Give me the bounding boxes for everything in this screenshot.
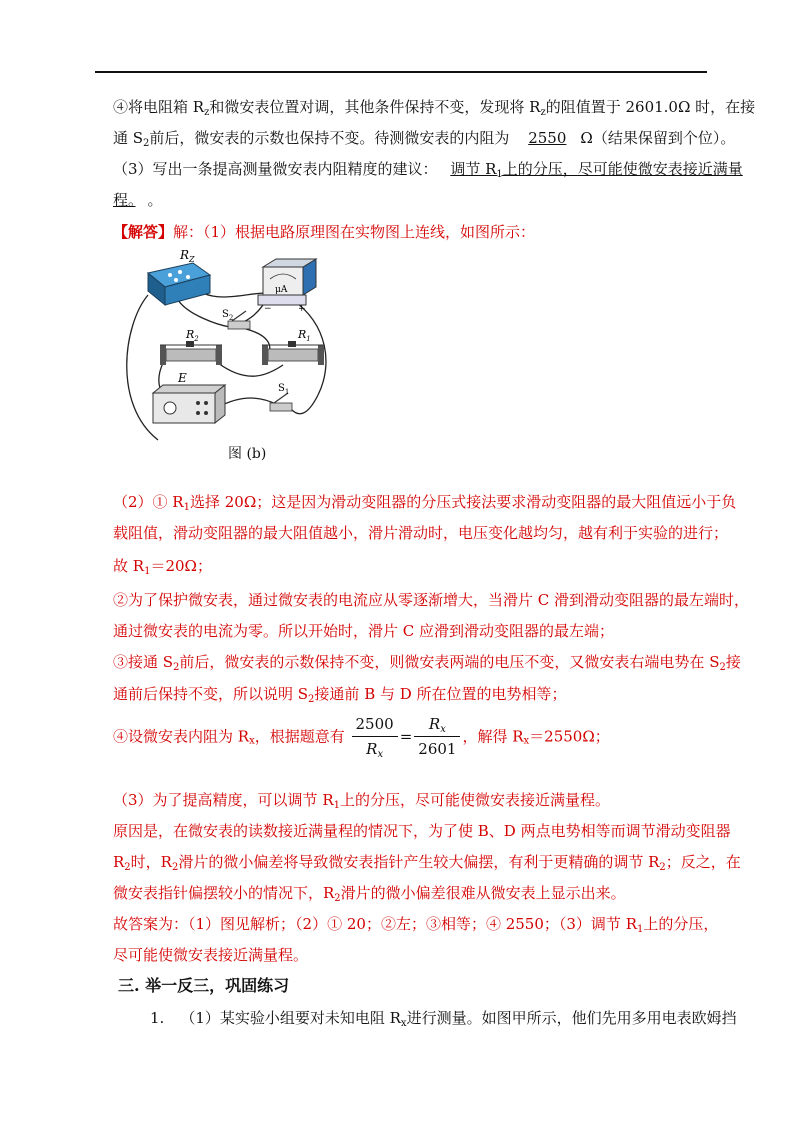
s2-line7: 通前后保持不变，所以说明 $S_2$接通前 B 与 D 所在位置的电势相等； [113,685,567,705]
answer-blank-resistance: 2550 [528,129,567,147]
microammeter-label: μA [275,285,288,295]
figure-caption: 图 (b) [228,446,267,462]
s2-line2: 载阻值，滑动变阻器的最大阻值越小，滑片滑动时，电压变化越均匀，越有利于实验的进行； [113,524,729,542]
s2-line4: ②为了保护微安表，通过微安表的电流应从零逐渐增大，当滑片 C 滑到滑动变阻器的最左端时， [113,591,750,609]
s2-line1: （2）① $R_1$选择 20Ω；这是因为滑动变阻器的分压式接法要求滑动变阻器的最大阻值远小于负 [113,493,737,513]
resistance-box-icon [148,263,210,305]
s2-line6: ③接通 $S_2$前后，微安表的示数保持不变，则微安表两端的电压不变，又微安表右端电势在 $S_2$接 [113,653,741,673]
paragraph-q3-cont: 程。 。 [113,191,163,209]
rz-label: $R_Z$ [180,248,195,264]
rheostat-r2-icon [160,341,222,365]
final-answer-line2: 尽可能使微安表接近满量程。 [113,946,309,964]
paragraph-step4: ④将电阻箱 $R_z$和微安表位置对调，其他条件保持不变，发现将 $R_z$的阻值置于 2601.0Ω 时，在接 [113,98,756,118]
final-answer-line1: 故答案为：（1）图见解析；（2）① 20；②左；③相等；④ 2550；（3）调节 $R_1$上的分压， [113,915,719,935]
s3-line3: $R_2$时，$R_2$滑片的微小偏差将导致微安表指针产生较大偏摆，有利于更精确的调节 $R_2$；反之，在 [113,853,741,873]
fraction-right: $\frac{R_x}{2601}$ [414,714,460,759]
s2-label: $S_2$ [222,309,234,322]
s2-line3: 故 $R_1=20\Omega$； [113,557,212,577]
rheostat-r1-icon [262,341,324,365]
answer-tag: 【解答】 [113,223,174,241]
minus-terminal-label: − [264,304,272,314]
s3-line2: 原因是，在微安表的读数接近满量程的情况下，为了使 B、D 两点电势相等而调节滑动变阻器 [113,822,731,840]
circuit-diagram [118,245,348,460]
plus-terminal-label: + [298,304,306,314]
s2-line5: 通过微安表的电流为零。所以开始时，滑片 C 应滑到滑动变阻器的最左端； [113,622,615,640]
answer-blank-suggestion: 调节 $R_1$上的分压，尽可能使微安表接近满量 [450,160,743,180]
paragraph-step4-cont: 通 $S_2$前后，微安表的示数也保持不变。待测微安表的内阻为 2550 Ω（结果保留到个位）。 [113,129,736,149]
fraction-left: $\frac{2500}{R_x}$ [352,714,398,759]
question-number: 1. [150,1009,165,1027]
power-supply-icon [153,385,225,423]
question-1: 1. （1）某实验小组要对未知电阻 $R_x$进行测量。如图甲所示，他们先用多用电表欧姆挡 [150,1009,737,1029]
s2-line8-equation: ④设微安表内阻为 $R_x$，根据题意有 $\frac{2500}{R_x}$ = $\frac{R_x}{2601}$ ，解得 $R_x=2550\Omega$； [113,715,610,760]
r1-label: $R_1$ [298,328,311,343]
e-label: E [178,371,187,385]
s1-label: $S_1$ [278,383,290,396]
microammeter-icon [258,259,316,305]
s3-line4: 微安表指针偏摆较小的情况下，$R_2$滑片的微小偏差很难从微安表上显示出来。 [113,884,626,904]
r2-label: $R_2$ [186,328,199,343]
s3-line1: （3）为了提高精度，可以调节 $R_1$上的分压，尽可能使微安表接近满量程。 [113,791,610,811]
answer-heading: 【解答】解：（1）根据电路原理图在实物图上连线，如图所示： [113,223,536,241]
section-title: 三. 举一反三，巩固练习 [118,976,290,995]
paragraph-q3: （3）写出一条提高测量微安表内阻精度的建议： 调节 $R_1$上的分压，尽可能使微安表接近满量 [113,160,743,180]
header-rule [95,71,707,73]
